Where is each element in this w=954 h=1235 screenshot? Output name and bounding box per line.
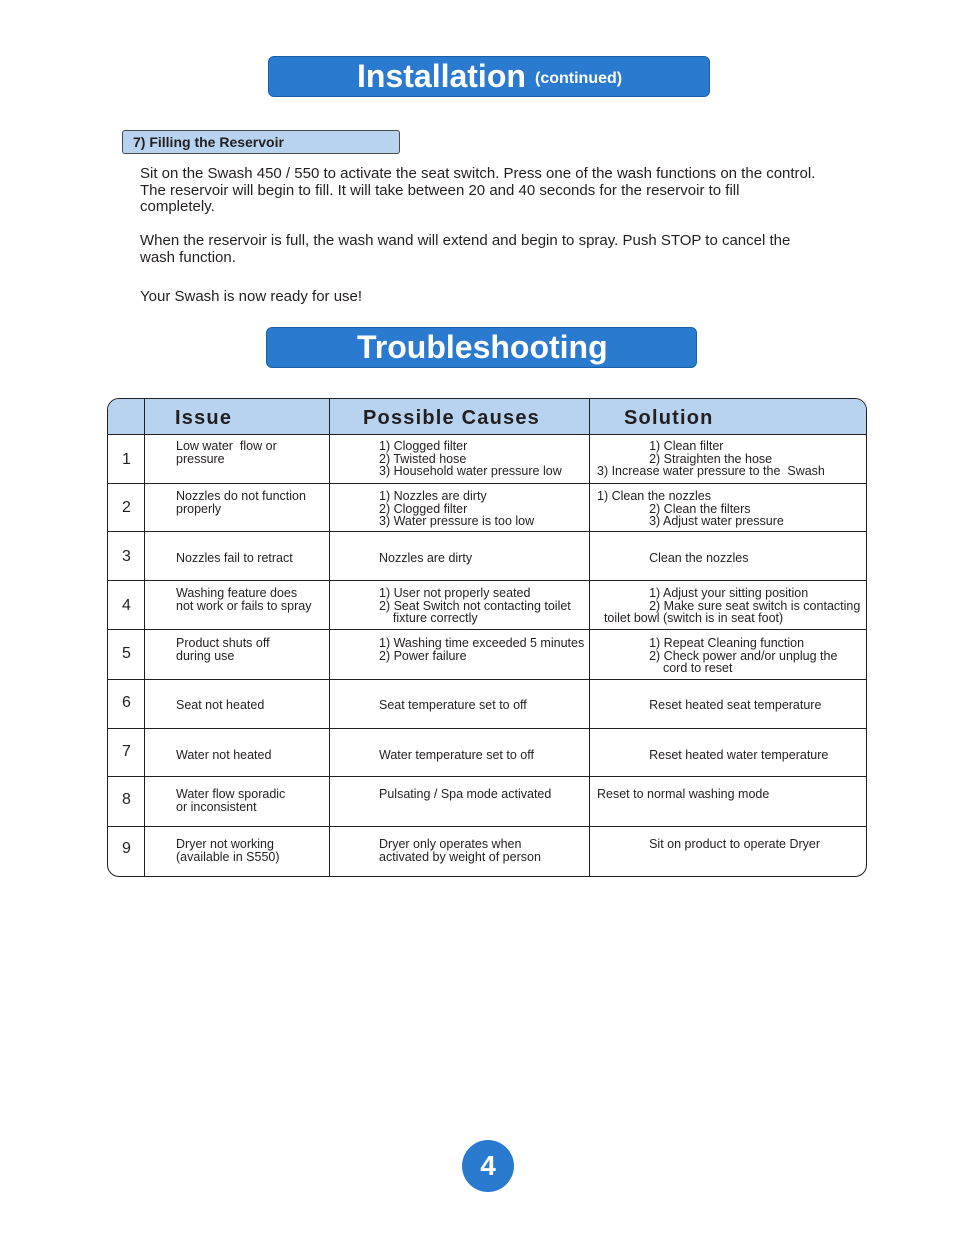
solution-cell: 1) Clean the nozzles 2) Clean the filters 3) Adjust water pressure xyxy=(597,489,784,528)
issue-cell: Low water flow or pressure xyxy=(176,439,277,466)
installation-banner xyxy=(268,56,710,97)
causes-cell: Seat temperature set to off xyxy=(379,698,527,712)
issue-cell: Seat not heated xyxy=(176,698,265,712)
solution-cell: Clean the nozzles xyxy=(597,551,749,565)
paragraph-2 xyxy=(140,233,870,266)
solution-cell: Reset heated seat temperature xyxy=(597,698,822,712)
page-number: 4 xyxy=(462,1140,514,1192)
header-solution: Solution xyxy=(624,407,714,429)
issue-cell: Washing feature does not work or fails to spray xyxy=(176,586,312,613)
solution-cell: Sit on product to operate Dryer xyxy=(597,837,821,851)
row-divider xyxy=(108,826,866,827)
causes-cell: 1) Washing time exceeded 5 minutes 2) Power failure xyxy=(379,636,585,663)
row-divider xyxy=(108,531,866,532)
column-divider xyxy=(329,399,330,876)
troubleshooting-table xyxy=(107,398,867,877)
issue-cell: Dryer not working (available in S550) xyxy=(176,837,280,864)
row-divider xyxy=(108,580,866,581)
header-possible-causes: Possible Causes xyxy=(363,407,540,429)
section-label: 7) Filling the Reservoir xyxy=(122,130,400,154)
row-number: 6 xyxy=(122,694,131,711)
row-divider xyxy=(108,776,866,777)
causes-cell: Pulsating / Spa mode activated xyxy=(379,787,552,801)
issue-cell: Water not heated xyxy=(176,748,272,762)
causes-cell: 1) Nozzles are dirty 2) Clogged filter 3) Water pressure is too low xyxy=(379,489,535,528)
row-number: 7 xyxy=(122,743,131,760)
issue-cell: Product shuts off during use xyxy=(176,636,270,663)
solution-cell: Reset to normal washing mode xyxy=(597,787,770,801)
row-number: 5 xyxy=(122,645,131,662)
issue-cell: Nozzles fail to retract xyxy=(176,551,293,565)
installation-title: Installation xyxy=(357,58,526,94)
row-number: 9 xyxy=(122,840,131,857)
row-divider xyxy=(108,728,866,729)
issue-cell: Water flow sporadic or inconsistent xyxy=(176,787,286,814)
paragraph-1 xyxy=(140,166,870,216)
column-divider xyxy=(589,399,590,876)
row-number: 3 xyxy=(122,548,131,565)
row-number: 4 xyxy=(122,597,131,614)
troubleshooting-banner xyxy=(266,327,697,368)
solution-cell: 1) Adjust your sitting position 2) Make sure seat switch is contacting toilet bowl (switch is in seat foot) xyxy=(603,586,861,625)
header-issue: Issue xyxy=(175,407,233,429)
causes-cell: 1) Clogged filter 2) Twisted hose 3) Household water pressure low xyxy=(379,439,562,478)
paragraph-3 xyxy=(140,289,870,306)
row-divider xyxy=(108,679,866,680)
row-number: 2 xyxy=(122,499,131,516)
solution-cell: 1) Repeat Cleaning function 2) Check power and/or unplug the cord to reset xyxy=(649,636,838,675)
row-number: 1 xyxy=(122,451,131,468)
installation-subtitle: (continued) xyxy=(535,70,623,87)
paragraph-2-text: When the reservoir is full, the wash wand will extend and begin to spray. Push STOP to cancel the wash function. xyxy=(140,232,791,266)
causes-cell: Dryer only operates when activated by weight of person xyxy=(379,837,541,864)
troubleshooting-title: Troubleshooting xyxy=(357,329,608,365)
causes-cell: Water temperature set to off xyxy=(379,748,534,762)
column-divider xyxy=(144,399,145,876)
causes-cell: Nozzles are dirty xyxy=(379,551,473,565)
causes-cell: 1) User not properly seated 2) Seat Switch not contacting toilet fixture correctly xyxy=(379,586,571,625)
solution-cell: Reset heated water temperature xyxy=(597,748,829,762)
paragraph-3-text: Your Swash is now ready for use! xyxy=(140,288,363,305)
solution-cell: 1) Clean filter 2) Straighten the hose 3) Increase water pressure to the Swash xyxy=(597,439,825,478)
paragraph-1-text: Sit on the Swash 450 / 550 to activate the seat switch. Press one of the wash functions on the control. The reservoir will begin to fill. It will take between 20 and 40 seconds for the reservoir to fill completely. xyxy=(140,165,816,215)
row-divider xyxy=(108,629,866,630)
issue-cell: Nozzles do not function properly xyxy=(176,489,306,516)
row-number: 8 xyxy=(122,791,131,808)
row-divider xyxy=(108,483,866,484)
